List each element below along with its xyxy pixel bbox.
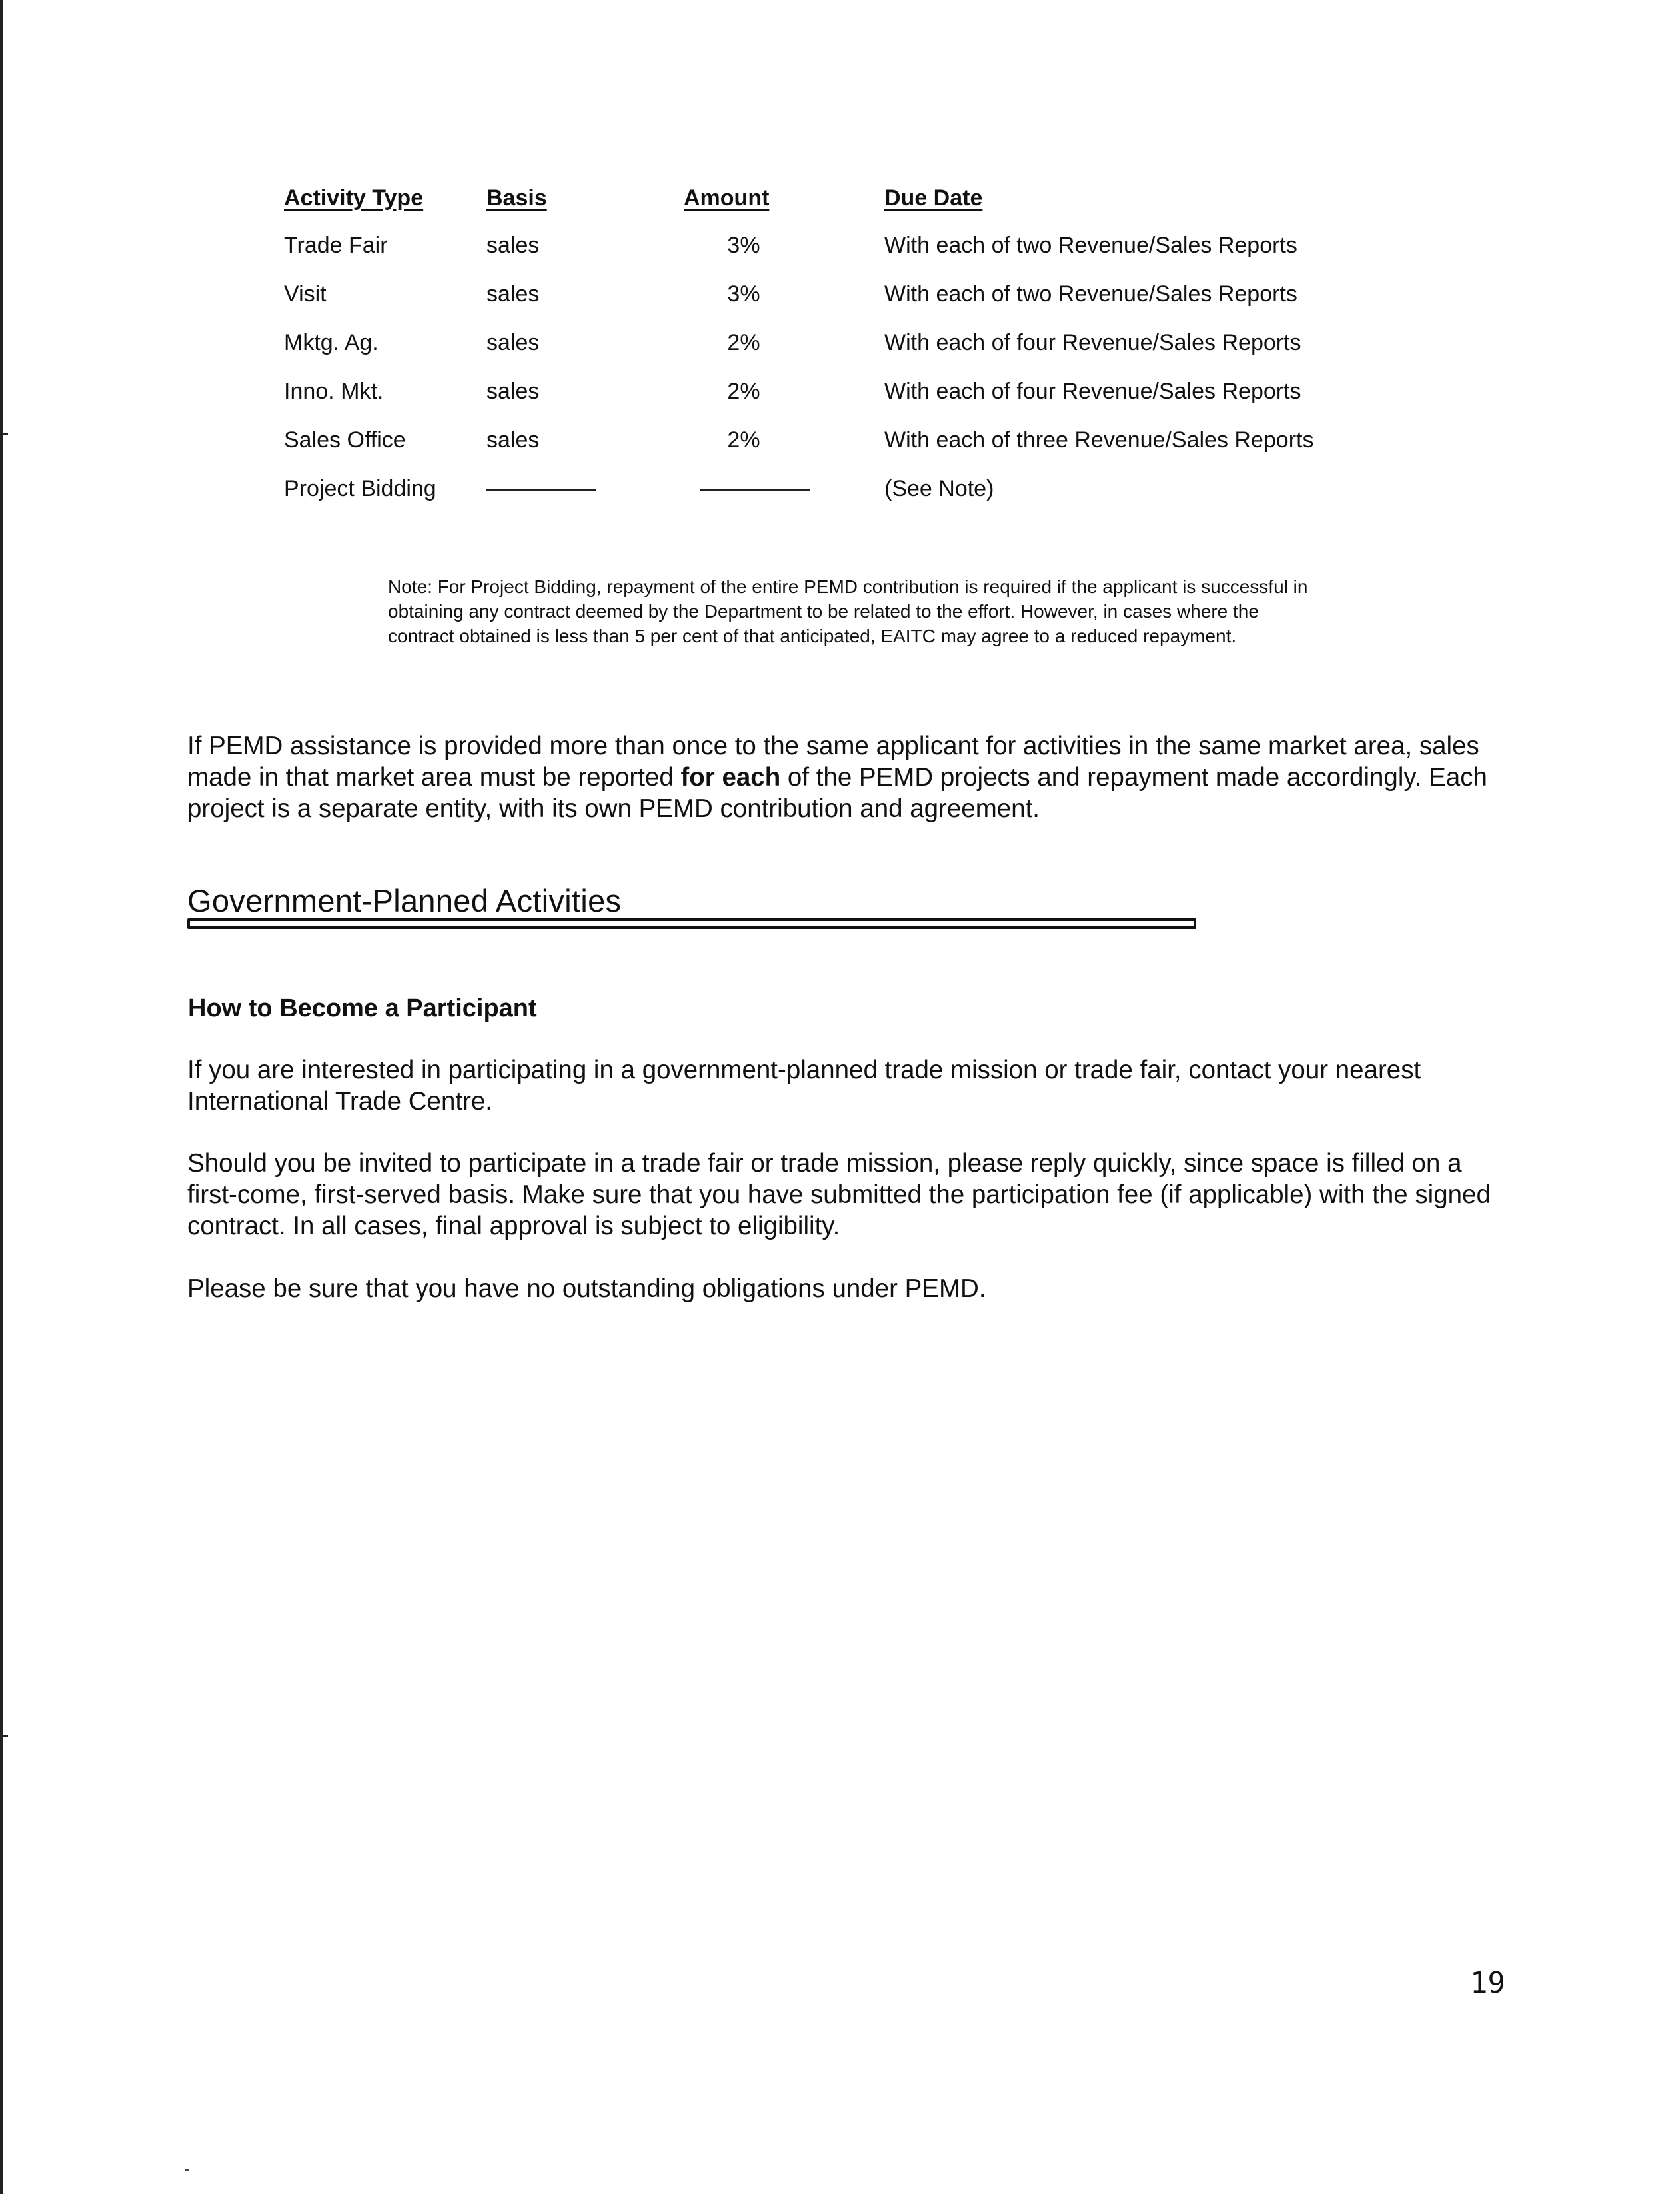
cell-due-date: With each of three Revenue/Sales Reports <box>884 427 1314 453</box>
table-row <box>284 379 1417 419</box>
paragraph-obligations: Please be sure that you have no outstanding obligations under PEMD. <box>187 1274 986 1303</box>
cell-due-date: With each of two Revenue/Sales Reports <box>884 233 1297 258</box>
cell-basis: sales <box>486 379 540 404</box>
multi-project-paragraph <box>187 730 1507 824</box>
page-number: 19 <box>1470 1966 1505 2000</box>
col-header-due-date: Due Date <box>884 185 983 211</box>
cell-activity: Trade Fair <box>284 233 388 258</box>
cell-amount: 2% <box>727 379 760 404</box>
cell-basis-dash <box>486 476 596 502</box>
cell-basis: sales <box>486 427 540 453</box>
table-row <box>284 330 1417 370</box>
cell-activity: Visit <box>284 281 327 307</box>
col-header-basis: Basis <box>486 185 547 211</box>
paragraph-contact: If you are interested in participating in a government-planned trade mission or trade fair, contact your nearest International Trade Centre. <box>187 1056 1421 1116</box>
table-row <box>284 476 1417 516</box>
cell-due-date: (See Note) <box>884 476 994 501</box>
subheading: How to Become a Participant <box>188 994 537 1022</box>
binding-mark <box>3 1735 8 1737</box>
cell-amount-dash <box>700 476 810 502</box>
paragraph-invitation: Should you be invited to participate in a trade fair or trade mission, please reply quickly, since space is filled on a first-come, first-served basis. Make sure that you have submitted the participation fee (if applicable) with the signed contract. In all cases, final approval is subject to eligibility. <box>187 1149 1491 1240</box>
section-title-underline <box>187 918 1196 929</box>
col-header-activity-type: Activity Type <box>284 185 424 211</box>
cell-amount: 2% <box>727 330 760 355</box>
cell-due-date: With each of four Revenue/Sales Reports <box>884 330 1301 355</box>
emphasis-text: for each <box>680 763 781 792</box>
cell-activity: Project Bidding <box>284 476 436 501</box>
paragraph-text: If PEMD assistance is provided more than once to the same applicant for activities in the same market area, sales made in that market area must be reported <box>187 732 1479 792</box>
cell-activity: Inno. Mkt. <box>284 379 384 404</box>
page-left-edge <box>0 0 3 2194</box>
cell-due-date: With each of two Revenue/Sales Reports <box>884 281 1297 307</box>
binding-mark <box>3 433 8 435</box>
cell-basis: sales <box>486 330 540 355</box>
cell-basis: sales <box>486 281 540 307</box>
table-row <box>284 427 1417 467</box>
project-bidding-note: Note: For Project Bidding, repayment of the entire PEMD contribution is required if the applicant is successful in obtaining any contract deemed by the Department to be related to the effort. However, in cases where the contract obtained is less than 5 per cent of that anticipated, EAITC may agree to a reduced repayment. <box>388 576 1308 646</box>
table-row <box>284 281 1417 321</box>
paragraph-text: of the PEMD projects and repayment made accordingly. Each project is a separate entity, with its own PEMD contribution and agreement. <box>187 763 1487 823</box>
cell-activity: Mktg. Ag. <box>284 330 379 355</box>
cell-due-date: With each of four Revenue/Sales Reports <box>884 379 1301 404</box>
col-header-amount: Amount <box>684 185 770 211</box>
cell-amount: 2% <box>727 427 760 453</box>
table-row <box>284 233 1417 273</box>
cell-amount: 3% <box>727 233 760 258</box>
cell-amount: 3% <box>727 281 760 307</box>
section-title: Government-Planned Activities <box>187 883 622 918</box>
cell-basis: sales <box>486 233 540 258</box>
scan-speck <box>185 2169 189 2171</box>
table-header-row <box>284 185 1417 225</box>
cell-activity: Sales Office <box>284 427 406 453</box>
